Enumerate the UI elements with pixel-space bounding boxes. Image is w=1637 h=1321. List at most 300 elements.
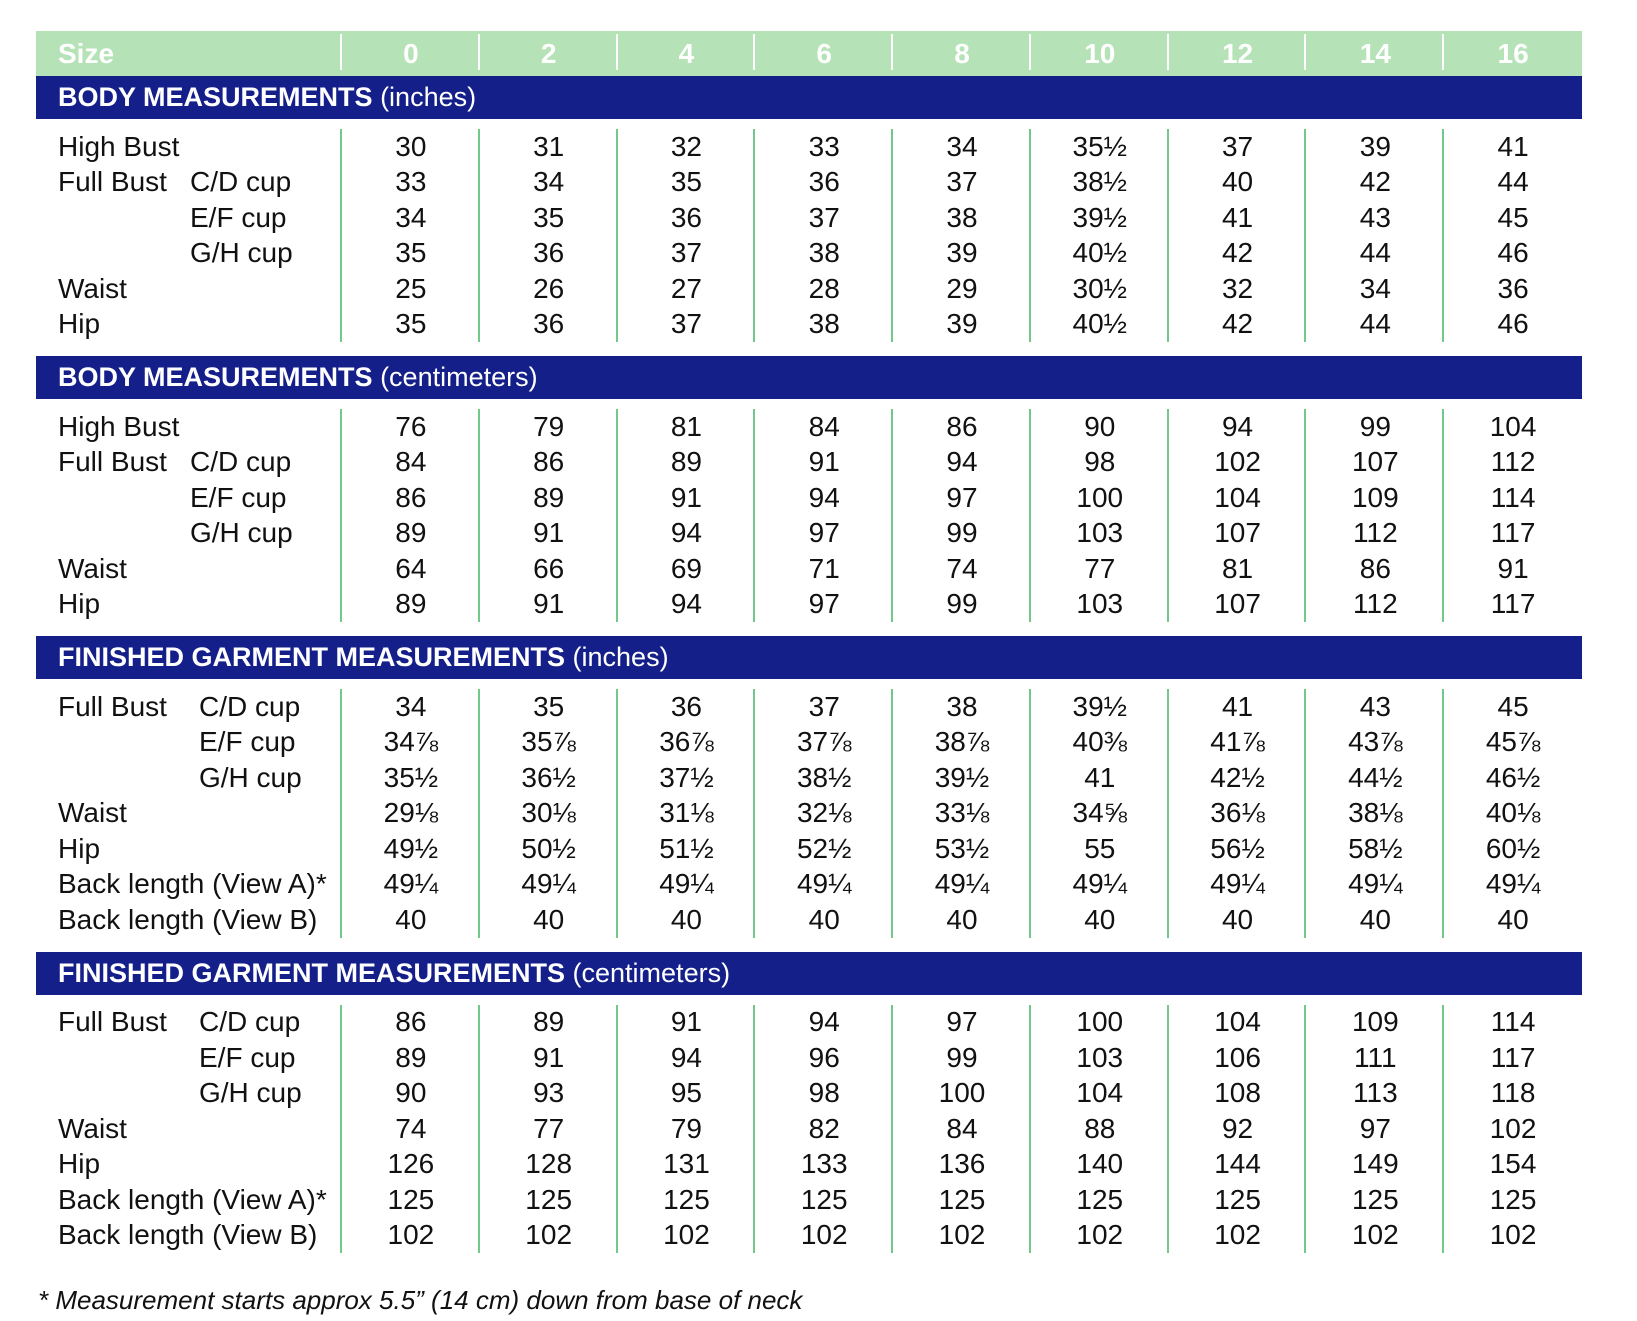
table-row bbox=[36, 725, 1582, 761]
table-cell: 33⅛ bbox=[893, 796, 1031, 832]
table-cell: 103 bbox=[1031, 587, 1169, 623]
table-cell: 41 bbox=[1169, 689, 1307, 725]
table-cell: 36 bbox=[1497, 272, 1529, 304]
size-chart bbox=[36, 31, 1582, 1267]
measurement-section bbox=[36, 76, 1582, 356]
table-cell: 131 bbox=[618, 1147, 756, 1183]
section-title-text: BODY MEASUREMENTS bbox=[58, 82, 373, 112]
table-cell: 34 bbox=[1306, 271, 1444, 307]
table-cell: 36 bbox=[618, 200, 756, 236]
table-cell: 102 bbox=[1489, 1112, 1537, 1144]
row-label bbox=[36, 516, 342, 552]
table-cell: 37 bbox=[618, 307, 756, 343]
table-cell: 117 bbox=[1490, 588, 1536, 620]
section-unit: (inches) bbox=[380, 82, 477, 112]
size-2: 2 bbox=[480, 38, 618, 70]
row-label bbox=[36, 480, 342, 516]
table-cell: 97 bbox=[893, 1005, 1031, 1041]
row-measure-name: Waist bbox=[58, 797, 127, 829]
table-cell: 40 bbox=[1497, 903, 1529, 935]
table-cell: 92 bbox=[1169, 1111, 1307, 1147]
table-cell: 90 bbox=[342, 1076, 480, 1112]
table-cell: 31⅛ bbox=[618, 796, 756, 832]
table-cell: 86 bbox=[342, 480, 480, 516]
table-cell: 133 bbox=[755, 1147, 893, 1183]
table-row bbox=[36, 129, 1582, 165]
table-cell: 34⅞ bbox=[342, 725, 480, 761]
table-cell: 108 bbox=[1169, 1076, 1307, 1112]
row-label bbox=[36, 902, 342, 938]
table-cell: 34 bbox=[342, 200, 480, 236]
table-cell: 94 bbox=[893, 445, 1031, 481]
table-cell: 93 bbox=[480, 1076, 618, 1112]
table-cell: 29 bbox=[893, 271, 1031, 307]
table-cell: 41 bbox=[1497, 130, 1529, 162]
row-measure-name: Waist bbox=[58, 272, 127, 304]
table-cell: 102 bbox=[1031, 1218, 1169, 1254]
table-cell: 37 bbox=[755, 200, 893, 236]
table-cell: 56½ bbox=[1169, 831, 1307, 867]
table-cell: 126 bbox=[342, 1147, 480, 1183]
table-cell: 35 bbox=[618, 165, 756, 201]
table-cell: 89 bbox=[480, 480, 618, 516]
table-cell: 107 bbox=[1169, 516, 1307, 552]
table-cell: 97 bbox=[1306, 1111, 1444, 1147]
table-cell: 76 bbox=[342, 409, 480, 445]
table-cell: 36 bbox=[480, 236, 618, 272]
row-measure-name: High Bust bbox=[58, 410, 180, 442]
table-cell: 99 bbox=[893, 1040, 1031, 1076]
table-cell: 102 bbox=[1169, 1218, 1307, 1254]
table-cell: 49½ bbox=[342, 831, 480, 867]
footnote: * Measurement starts approx 5.5” (14 cm) down from base of neck bbox=[38, 1285, 803, 1315]
table-cell: 77 bbox=[480, 1111, 618, 1147]
table-cell: 84 bbox=[342, 445, 480, 481]
table-cell: 112 bbox=[1306, 587, 1444, 623]
table-row bbox=[36, 689, 1582, 725]
table-cell: 79 bbox=[480, 409, 618, 445]
table-cell: 38 bbox=[755, 307, 893, 343]
table-cell: 30½ bbox=[1031, 271, 1169, 307]
table-cell: 58½ bbox=[1306, 831, 1444, 867]
row-measure-name: Waist bbox=[58, 552, 127, 584]
size-header-label: Size bbox=[36, 38, 342, 70]
row-label bbox=[36, 725, 342, 761]
table-cell: 107 bbox=[1169, 587, 1307, 623]
row-label bbox=[36, 307, 342, 343]
table-cell: 34⅝ bbox=[1031, 796, 1169, 832]
table-cell: 91 bbox=[618, 480, 756, 516]
table-cell: 39 bbox=[1306, 129, 1444, 165]
table-row bbox=[36, 1040, 1582, 1076]
table-cell: 49¼ bbox=[342, 867, 480, 903]
table-cell: 102 bbox=[1169, 445, 1307, 481]
table-cell: 35⅞ bbox=[480, 725, 618, 761]
measurement-sections bbox=[36, 76, 1582, 1267]
table-cell: 99 bbox=[893, 587, 1031, 623]
row-label bbox=[36, 271, 342, 307]
table-cell: 40⅜ bbox=[1031, 725, 1169, 761]
table-cell: 40 bbox=[755, 902, 893, 938]
row-label bbox=[36, 760, 342, 796]
table-cell: 84 bbox=[893, 1111, 1031, 1147]
section-rows bbox=[36, 995, 1582, 1268]
table-row bbox=[36, 587, 1582, 623]
row-cup-size: C/D cup bbox=[190, 446, 292, 478]
table-cell: 103 bbox=[1031, 1040, 1169, 1076]
table-cell: 99 bbox=[893, 516, 1031, 552]
table-cell: 34 bbox=[893, 129, 1031, 165]
row-cup-size: E/F cup bbox=[199, 726, 296, 758]
table-cell: 111 bbox=[1306, 1040, 1444, 1076]
table-cell: 94 bbox=[618, 516, 756, 552]
table-cell: 91 bbox=[480, 1040, 618, 1076]
table-cell: 42 bbox=[1169, 307, 1307, 343]
table-cell: 33 bbox=[755, 129, 893, 165]
section-title-text: FINISHED GARMENT MEASUREMENTS bbox=[58, 957, 566, 988]
table-cell: 32 bbox=[618, 129, 756, 165]
table-cell: 86 bbox=[480, 445, 618, 481]
table-cell: 100 bbox=[893, 1076, 1031, 1112]
row-measure-name: Hip bbox=[58, 1148, 101, 1180]
table-cell: 44 bbox=[1306, 307, 1444, 343]
table-cell: 43 bbox=[1306, 689, 1444, 725]
table-cell: 38½ bbox=[755, 760, 893, 796]
table-cell: 40 bbox=[1306, 902, 1444, 938]
table-row bbox=[36, 165, 1582, 201]
row-measure-name: Back length (View B) bbox=[58, 903, 318, 935]
row-label bbox=[36, 1218, 342, 1254]
table-cell: 36⅛ bbox=[1169, 796, 1307, 832]
table-cell: 35 bbox=[342, 236, 480, 272]
table-cell: 104 bbox=[1031, 1076, 1169, 1112]
table-cell: 45 bbox=[1497, 201, 1529, 233]
table-cell: 40 bbox=[1169, 165, 1307, 201]
table-cell: 112 bbox=[1490, 446, 1536, 478]
table-row bbox=[36, 1076, 1582, 1112]
table-cell: 44 bbox=[1497, 166, 1529, 198]
section-title bbox=[36, 952, 1582, 995]
table-cell: 35½ bbox=[1031, 129, 1169, 165]
table-cell: 46½ bbox=[1485, 761, 1541, 793]
table-cell: 43⅞ bbox=[1306, 725, 1444, 761]
table-cell: 50½ bbox=[480, 831, 618, 867]
row-label bbox=[36, 796, 342, 832]
row-cup-size: G/H cup bbox=[199, 761, 302, 793]
table-cell: 39½ bbox=[893, 760, 1031, 796]
table-cell: 32⅛ bbox=[755, 796, 893, 832]
table-cell: 37 bbox=[1169, 129, 1307, 165]
row-measure-name: Waist bbox=[58, 1112, 127, 1144]
table-cell: 34 bbox=[342, 689, 480, 725]
table-cell: 53½ bbox=[893, 831, 1031, 867]
table-cell: 89 bbox=[342, 1040, 480, 1076]
row-label bbox=[36, 129, 342, 165]
table-cell: 74 bbox=[893, 551, 1031, 587]
table-cell: 40 bbox=[480, 902, 618, 938]
table-row bbox=[36, 236, 1582, 272]
table-row bbox=[36, 1147, 1582, 1183]
row-label bbox=[36, 1076, 342, 1112]
size-10: 10 bbox=[1031, 38, 1169, 70]
table-cell: 97 bbox=[755, 516, 893, 552]
table-cell: 39½ bbox=[1031, 200, 1169, 236]
table-cell: 100 bbox=[1031, 1005, 1169, 1041]
section-title bbox=[36, 76, 1582, 119]
section-rows bbox=[36, 399, 1582, 636]
table-cell: 125 bbox=[755, 1182, 893, 1218]
size-4: 4 bbox=[618, 38, 756, 70]
row-measure-name: Hip bbox=[58, 832, 101, 864]
table-cell: 118 bbox=[1490, 1077, 1536, 1109]
size-6: 6 bbox=[755, 38, 893, 70]
table-cell: 102 bbox=[893, 1218, 1031, 1254]
table-cell: 32 bbox=[1169, 271, 1307, 307]
table-row bbox=[36, 760, 1582, 796]
table-cell: 40 bbox=[618, 902, 756, 938]
size-8: 8 bbox=[893, 38, 1031, 70]
table-row bbox=[36, 902, 1582, 938]
row-label bbox=[36, 445, 342, 481]
table-cell: 140 bbox=[1031, 1147, 1169, 1183]
table-cell: 40 bbox=[342, 902, 480, 938]
table-cell: 125 bbox=[342, 1182, 480, 1218]
table-cell: 28 bbox=[755, 271, 893, 307]
table-cell: 43 bbox=[1306, 200, 1444, 236]
table-cell: 42 bbox=[1169, 236, 1307, 272]
row-label bbox=[36, 236, 342, 272]
table-cell: 86 bbox=[342, 1005, 480, 1041]
table-cell: 40½ bbox=[1031, 236, 1169, 272]
table-cell: 103 bbox=[1031, 516, 1169, 552]
table-cell: 107 bbox=[1306, 445, 1444, 481]
table-cell: 49¼ bbox=[618, 867, 756, 903]
table-cell: 144 bbox=[1169, 1147, 1307, 1183]
table-cell: 94 bbox=[618, 1040, 756, 1076]
table-cell: 117 bbox=[1490, 517, 1536, 549]
section-title-text: BODY MEASUREMENTS bbox=[58, 362, 373, 392]
measurement-section bbox=[36, 636, 1582, 952]
table-cell: 97 bbox=[893, 480, 1031, 516]
table-row bbox=[36, 480, 1582, 516]
table-cell: 39½ bbox=[1031, 689, 1169, 725]
table-cell: 71 bbox=[755, 551, 893, 587]
table-cell: 49¼ bbox=[1169, 867, 1307, 903]
table-cell: 86 bbox=[893, 409, 1031, 445]
table-cell: 125 bbox=[893, 1182, 1031, 1218]
table-cell: 37½ bbox=[618, 760, 756, 796]
row-measure-name: Hip bbox=[58, 588, 101, 620]
size-12: 12 bbox=[1169, 38, 1307, 70]
table-cell: 81 bbox=[1169, 551, 1307, 587]
table-cell: 102 bbox=[755, 1218, 893, 1254]
table-row bbox=[36, 271, 1582, 307]
row-measure-name: High Bust bbox=[58, 130, 180, 162]
table-cell: 36⅞ bbox=[618, 725, 756, 761]
table-row bbox=[36, 1005, 1582, 1041]
table-cell: 45 bbox=[1497, 690, 1529, 722]
row-cup-size: C/D cup bbox=[199, 1006, 301, 1038]
table-cell: 35 bbox=[480, 689, 618, 725]
size-header-row bbox=[36, 31, 1582, 76]
table-cell: 38½ bbox=[1031, 165, 1169, 201]
table-row bbox=[36, 445, 1582, 481]
row-label bbox=[36, 165, 342, 201]
table-cell: 41⅞ bbox=[1169, 725, 1307, 761]
table-cell: 38 bbox=[893, 200, 1031, 236]
table-cell: 49¼ bbox=[1306, 867, 1444, 903]
table-cell: 136 bbox=[893, 1147, 1031, 1183]
table-cell: 95 bbox=[618, 1076, 756, 1112]
table-cell: 44 bbox=[1306, 236, 1444, 272]
table-cell: 109 bbox=[1306, 1005, 1444, 1041]
table-cell: 99 bbox=[1306, 409, 1444, 445]
table-cell: 46 bbox=[1497, 308, 1529, 340]
table-row bbox=[36, 516, 1582, 552]
table-cell: 66 bbox=[480, 551, 618, 587]
table-row bbox=[36, 307, 1582, 343]
table-cell: 102 bbox=[1489, 1219, 1537, 1251]
table-cell: 49¼ bbox=[1031, 867, 1169, 903]
size-14: 14 bbox=[1306, 38, 1444, 70]
row-measure-name: Back length (View A)* bbox=[58, 868, 327, 900]
row-label bbox=[36, 587, 342, 623]
row-measure-name: Full Bust bbox=[58, 446, 167, 478]
table-cell: 100 bbox=[1031, 480, 1169, 516]
table-cell: 84 bbox=[755, 409, 893, 445]
section-title-text: FINISHED GARMENT MEASUREMENTS bbox=[58, 642, 566, 672]
row-cup-size: G/H cup bbox=[199, 1077, 302, 1109]
table-cell: 117 bbox=[1490, 1041, 1536, 1073]
table-cell: 49¼ bbox=[480, 867, 618, 903]
row-cup-size: C/D cup bbox=[199, 690, 301, 722]
section-rows bbox=[36, 679, 1582, 952]
row-label bbox=[36, 1040, 342, 1076]
table-cell: 89 bbox=[342, 587, 480, 623]
table-cell: 94 bbox=[1169, 409, 1307, 445]
table-cell: 40½ bbox=[1031, 307, 1169, 343]
table-row bbox=[36, 1182, 1582, 1218]
table-cell: 102 bbox=[618, 1218, 756, 1254]
table-cell: 40⅛ bbox=[1485, 797, 1541, 829]
table-cell: 69 bbox=[618, 551, 756, 587]
table-cell: 36½ bbox=[480, 760, 618, 796]
row-cup-size: G/H cup bbox=[190, 237, 293, 269]
table-row bbox=[36, 1218, 1582, 1254]
table-cell: 104 bbox=[1169, 1005, 1307, 1041]
table-cell: 51½ bbox=[618, 831, 756, 867]
table-cell: 33 bbox=[342, 165, 480, 201]
table-cell: 97 bbox=[755, 587, 893, 623]
table-cell: 125 bbox=[480, 1182, 618, 1218]
table-cell: 104 bbox=[1169, 480, 1307, 516]
table-cell: 114 bbox=[1490, 1006, 1536, 1038]
row-label bbox=[36, 409, 342, 445]
row-label bbox=[36, 1147, 342, 1183]
table-cell: 106 bbox=[1169, 1040, 1307, 1076]
table-cell: 91 bbox=[1497, 552, 1529, 584]
row-label bbox=[36, 867, 342, 903]
table-cell: 45⅞ bbox=[1485, 726, 1541, 758]
table-cell: 42½ bbox=[1169, 760, 1307, 796]
row-measure-name: Full Bust bbox=[58, 1006, 167, 1038]
table-cell: 74 bbox=[342, 1111, 480, 1147]
table-cell: 40 bbox=[893, 902, 1031, 938]
table-cell: 42 bbox=[1306, 165, 1444, 201]
table-row bbox=[36, 409, 1582, 445]
table-cell: 41 bbox=[1031, 760, 1169, 796]
table-row bbox=[36, 551, 1582, 587]
section-unit: (centimeters) bbox=[380, 362, 538, 392]
table-cell: 49¼ bbox=[1485, 868, 1541, 900]
row-measure-name: Back length (View A)* bbox=[58, 1183, 327, 1215]
row-measure-name: Hip bbox=[58, 308, 101, 340]
table-cell: 125 bbox=[1306, 1182, 1444, 1218]
table-cell: 91 bbox=[755, 445, 893, 481]
table-cell: 52½ bbox=[755, 831, 893, 867]
table-row bbox=[36, 831, 1582, 867]
table-cell: 82 bbox=[755, 1111, 893, 1147]
row-cup-size: C/D cup bbox=[190, 166, 292, 198]
table-cell: 30⅛ bbox=[480, 796, 618, 832]
table-cell: 128 bbox=[480, 1147, 618, 1183]
section-unit: (centimeters) bbox=[572, 957, 731, 988]
row-cup-size: E/F cup bbox=[190, 481, 287, 513]
table-cell: 34 bbox=[480, 165, 618, 201]
row-measure-name: Back length (View B) bbox=[58, 1219, 318, 1251]
table-cell: 55 bbox=[1031, 831, 1169, 867]
table-cell: 149 bbox=[1306, 1147, 1444, 1183]
table-cell: 40 bbox=[1031, 902, 1169, 938]
table-cell: 96 bbox=[755, 1040, 893, 1076]
table-cell: 109 bbox=[1306, 480, 1444, 516]
table-cell: 37 bbox=[618, 236, 756, 272]
table-cell: 27 bbox=[618, 271, 756, 307]
table-cell: 30 bbox=[342, 129, 480, 165]
table-cell: 26 bbox=[480, 271, 618, 307]
row-cup-size: E/F cup bbox=[199, 1041, 296, 1073]
table-cell: 37 bbox=[893, 165, 1031, 201]
table-cell: 36 bbox=[755, 165, 893, 201]
table-cell: 31 bbox=[480, 129, 618, 165]
table-cell: 104 bbox=[1489, 410, 1537, 442]
measurement-section bbox=[36, 952, 1582, 1268]
table-cell: 125 bbox=[618, 1182, 756, 1218]
table-cell: 98 bbox=[755, 1076, 893, 1112]
row-label bbox=[36, 831, 342, 867]
table-cell: 98 bbox=[1031, 445, 1169, 481]
table-cell: 89 bbox=[618, 445, 756, 481]
row-cup-size: E/F cup bbox=[190, 201, 287, 233]
section-title bbox=[36, 636, 1582, 679]
table-cell: 38 bbox=[755, 236, 893, 272]
table-cell: 39 bbox=[893, 307, 1031, 343]
table-cell: 125 bbox=[1031, 1182, 1169, 1218]
table-cell: 60½ bbox=[1485, 832, 1541, 864]
table-cell: 36 bbox=[618, 689, 756, 725]
table-cell: 154 bbox=[1489, 1148, 1537, 1180]
table-cell: 91 bbox=[618, 1005, 756, 1041]
row-label bbox=[36, 1111, 342, 1147]
size-16: 16 bbox=[1497, 37, 1529, 69]
table-cell: 79 bbox=[618, 1111, 756, 1147]
table-cell: 77 bbox=[1031, 551, 1169, 587]
table-cell: 49¼ bbox=[893, 867, 1031, 903]
table-cell: 102 bbox=[480, 1218, 618, 1254]
table-cell: 37 bbox=[755, 689, 893, 725]
section-title bbox=[36, 356, 1582, 399]
table-cell: 46 bbox=[1497, 237, 1529, 269]
